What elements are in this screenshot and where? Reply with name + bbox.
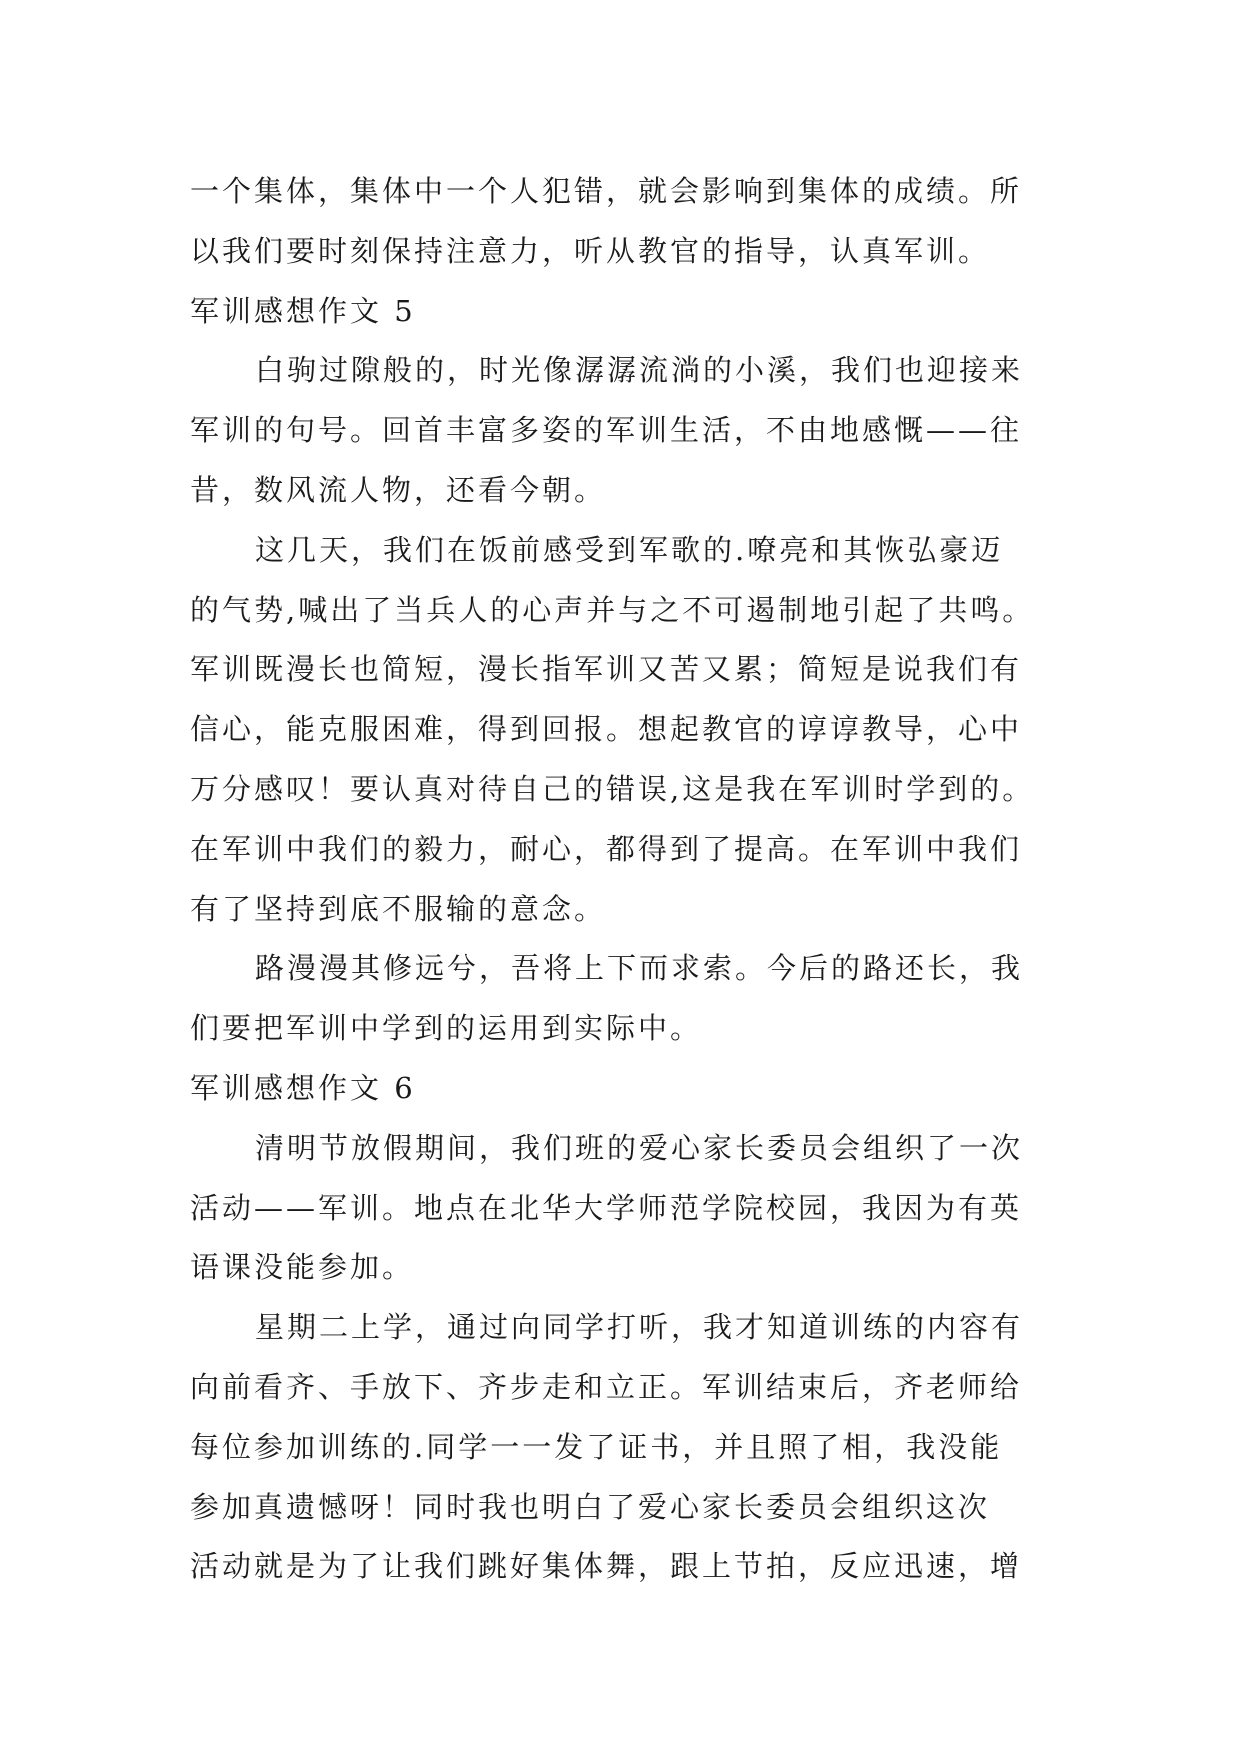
document-body [190, 162, 1050, 1597]
text-line: 军训的句号。回首丰富多姿的军训生活，不由地感慨——往 [190, 413, 1023, 448]
section-heading: 军训感想作文 5 [190, 293, 416, 328]
text-line: 一个集体，集体中一个人犯错，就会影响到集体的成绩。所 [190, 174, 1023, 208]
text-line: 白驹过隙般的，时光像潺潺流淌的小溪，我们也迎接来 [255, 353, 1024, 388]
text-line: 星期二上学，通过向同学打听，我才知道训练的内容有 [255, 1310, 1024, 1345]
text-line: 信心，能克服困难，得到回报。想起教官的谆谆教导，心中 [190, 712, 1023, 747]
text-line: 向前看齐、手放下、齐步走和立正。军训结束后，齐老师给 [190, 1369, 1023, 1404]
text-line: 昔，数风流人物，还看今朝。 [190, 472, 607, 507]
text-line: 活动就是为了让我们跳好集体舞，跟上节拍，反应迅速，增 [190, 1549, 1023, 1584]
text-line: 每位参加训练的.同学一一发了证书，并且照了相，我没能 [190, 1429, 1003, 1464]
text-line: 这几天，我们在饭前感受到军歌的.嘹亮和其恢弘豪迈 [255, 532, 1004, 567]
text-line: 路漫漫其修远兮，吾将上下而求索。今后的路还长，我 [255, 951, 1024, 986]
text-line: 以我们要时刻保持注意力，听从教官的指导，认真军训。 [190, 233, 991, 268]
text-line: 在军训中我们的毅力，耐心，都得到了提高。在军训中我们 [190, 831, 1023, 866]
section-heading: 军训感想作文 6 [190, 1070, 416, 1105]
text-line: 军训既漫长也简短，漫长指军训又苦又累；简短是说我们有 [190, 652, 1023, 687]
text-line: 清明节放假期间，我们班的爱心家长委员会组织了一次 [255, 1130, 1024, 1165]
text-line: 参加真遗憾呀！同时我也明白了爱心家长委员会组织这次 [190, 1489, 991, 1524]
text-line: 活动——军训。地点在北华大学师范学院校园，我因为有英 [190, 1190, 1023, 1225]
text-line: 语课没能参加。 [190, 1250, 415, 1285]
text-line: 万分感叹！要认真对待自己的错误,这是我在军训时学到的。 [190, 771, 1035, 806]
text-line: 的气势,喊出了当兵人的心声并与之不可遏制地引起了共鸣。 [190, 592, 1035, 627]
text-line: 有了坚持到底不服输的意念。 [190, 891, 607, 926]
text-line: 们要把军训中学到的运用到实际中。 [190, 1011, 703, 1046]
